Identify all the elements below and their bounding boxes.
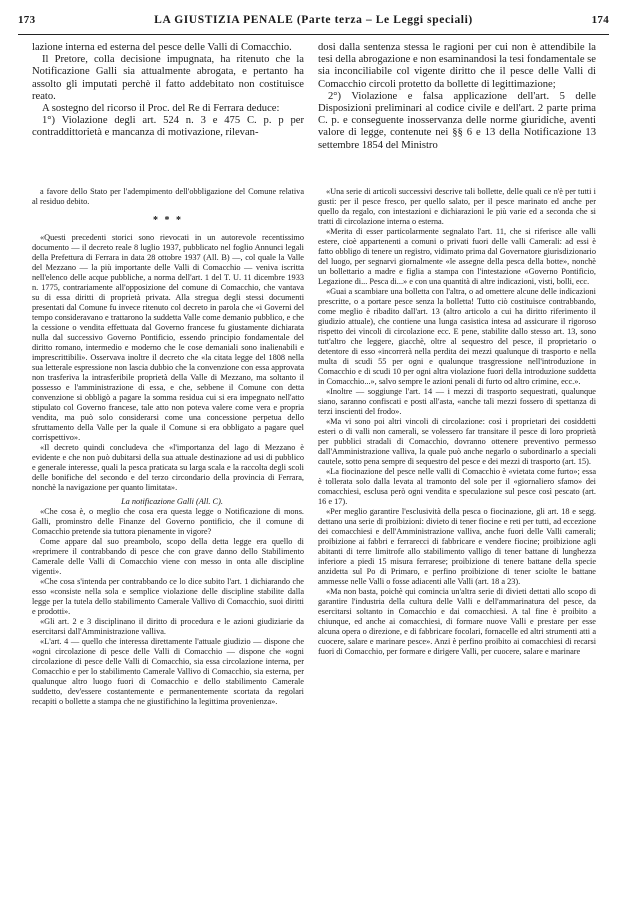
body-paragraph: A sostegno del ricorso il Proc. del Re di Ferrara deduce: <box>42 103 280 115</box>
footnote-paragraph: «Una serie di articoli successivi descrive tali bollette, delle quali ce n'è per tutti i gusti: per il pesce fresco, per quello salato, per il pesce marinato ed anche per quello da regalo, con intestazioni e dichiarazioni le più varie ed a seconda che si tratti di circolazione interna o esterna. <box>318 187 596 226</box>
footnote-paragraph: «Merita di esser particolarmente segnalato l'art. 11, che si riferisce alle valli estere, cioè appartenenti a comuni o privati fuori delle valli Camerali: ad essi è fatto obbligo di tenere un registro, vidimato prima dal Governatore giurisdizionario del luogo, per segnarvi giornalmente «le assegne della pesca della botte», nonchè un bollettario a madre e figlia a stampa con l'intestazione «Governo Pontificio, Legazione di... Pesca di...» e con una quantità di altre indicazioni, visti, bolli, ecc. <box>318 227 596 286</box>
body-paragraph: dosi dalla sentenza stessa le ragioni per cui non è attendibile la tesi della abrogazione e non esaminandosi la tesi fondamentale se sia inconciliabile col vigente diritto che il pesce delle Valli di Comacchio circoli protetto da bollette di legittimazione; <box>318 42 596 90</box>
body-paragraph: 2°) Violazione e falsa applicazione dell'art. 5 delle Disposizioni preliminari al codice civile e dell'art. 2 parte prima C. p. e conseguente inosservanza delle norme giuridiche, aventi valore di legge, contenute nei §§ 6 e 13 della Notificazione 13 settembre 1854 del Ministro <box>318 90 596 151</box>
body-paragraph: Il Pretore, colla decisione impugnata, ha ritenuto che la Notificazione Galli sia attualmente abrogata, e pertanto ha assolto gli imputati perchè il fatto addebitato non costituisce reato. <box>32 54 304 102</box>
footnote-paragraph: «Per meglio garantire l'esclusività della pesca o fiocinazione, gli art. 18 e segg. dettano una serie di proibizioni: divieto di tener fiocine e reti per tutti, ad eccezione dei comacchiesi e dell'Amministrazione valliva, anche fuori delle Valli camerali; proibizione ai fabbri e ferrarecci di fabbricare e vendere fiocine; proibizione agli abitanti di terre limitrofe allo stabilimento valligo di tener battane di lunghezza inferiore a piedi 15 misura ferrarese; proibizione di tenere battane della specie anzidetta sul Po di Primaro, e perfino proibizione di tener sciolte le battane ammesse nelle Valli o fosse adiacenti alle Valli (art. 18 a 23). <box>318 507 596 586</box>
page-number-left: 173 <box>18 14 36 26</box>
running-header <box>18 14 609 32</box>
body-column-right <box>318 42 596 152</box>
footnote-paragraph: «Ma non basta, poichè qui comincia un'altra serie di divieti dettati allo scopo di garantire l'industria della cultura delle Valli e dell'ammarinatura del pesce, da esercitarsi soltanto in Comacchio e dai comacchiesi. A tal fine è proibito a chiunque, ed anche ai comacchiesi, di formare nuove Valli e prestare per esse alcuna opera o direzione, e di fabbricare focolari, fornacelle ed altri strumenti atti a cuocere, salare e marinare pesce». Anzi è perfino proibito ai comacchiesi di recarsi fuori di Comacchio, per formare e dirigere Valli, per cuocere, salare e marinare <box>318 587 596 656</box>
page-number-right: 174 <box>591 14 609 26</box>
footnote-paragraph: «Guai a scambiare una bolletta con l'altra, o ad omettere alcune delle indicazioni prescritte, o a portare pesce senza la bolletta! Tutto ciò costituisce contrabbando, come meglio è ribadito dall'art. 13 (altro articolo a cui ha diritto riferimento il giudizio attuale), che contiene una lunga casistica intesa ad assicurare il rigoroso rispetto dei vincoli di circolazione ecc. E pene, stabilite dallo stesso art. 13, sono tutt'altro che leggere, giacchè, oltre al sequestro del pesce, il proprietario o detentore di esso «incorrerà nella perdita dei mezzi qualunque di trasporto e nella multa di scudi 55 per ogni e qualunque trasgressione nell'introduzione in Comacchio e di scudi 10 per ogni altra violazione fuori della introduzione suddetta in Comacchio...», salvo sempre le azioni penali di furto od altro crimine, ecc.». <box>318 287 596 386</box>
footnote-paragraph: «Questi precedenti storici sono rievocati in un autorevole recentissimo documento — il decreto reale 8 luglio 1937, pubblicato nel foglio Annunci legali della Prefettura di Ferrara in data 28 ottobre 1937 (All. B) —, col quale la Valle del Mezzano — la più importante delle Valli di Comacchio — veniva iscritta nell'elenco delle acque pubbliche, a norma dell'art. 1 del T. U. 11 dicembre 1933 n. 1775, contrariamente all'opposizione del comune di Comacchio, che vantava su di essa diritti di proprietà privata. Alla stregua degli stessi documenti presentati dal Comune fu invece ritenuto col decreto in parola che «i Governi del tempo consideravano e trattarono la suddetta Valle come demanio pubblico, e che la cessione o vendita effettuata dal Governo francese fu giustamente dichiarata nulla dal successivo Governo Pontificio, essendo principio fondamentale del diritto romano, intermedio e moderno che le cose demaniali sono inalienabili e imprescrittibili». Osservava inoltre il decreto che «la citata legge del 1808 nella sua letterale espressione non lascia dubbio che la convenzione con essa approvata non trasferiva la intrasferibile proprietà della Valle di Mezzano, ma soltanto il possesso e l'amministrazione di essa, e che, sebbene il Comune con detta convenzione si obbligò a pagare la somma residua cui si era impegnato nell'atto stipulato col Governo francese, tale atto non poteva valere come vera e propria vendita, ma può solo considerarsi come una concessione perpetua dello sfruttamento della Valle per la quale il Comune si era obbligato a pagare quel corrispettivo». <box>32 233 304 442</box>
footnote-paragraph: «Che cosa è, o meglio che cosa era questa legge o Notificazione di mons. Galli, prominstro delle Finanze del Governo pontificio, che il comune di Comacchio pretende sia tuttora pienamente in vigore? <box>32 507 304 536</box>
footnote-paragraph: a favore dello Stato per l'adempimento dell'obbligazione del Comune relativa al residuo debito. <box>32 187 304 206</box>
footnote-paragraph: «L'art. 4 — quello che interessa direttamente l'attuale giudizio — dispone che «ogni circolazione di pesce delle Valli di Comacchio — dispone che «ogni circolazione di pesce delle Valli di Comacchio, sia essa circolazione interna, per Comacchio e per lo stabilimento Camerale Vallivo di Comacchio, sia esterna, per qualunque altro luogo fuori di Comacchio e dello stabilimento Camerale suddetto, dev'essere costantemente e permanentemente scortata da regolari recapiti o bollette a stampa che ne giustifichino la legittima provenienza». <box>32 637 304 706</box>
body-paragraph: 1°) Violazione degli art. 524 n. 3 e 475 C. p. p per contraddittorietà e mancanza di motivazione, rilevan- <box>32 115 304 139</box>
footnote-paragraph: «Inoltre — soggiunge l'art. 14 — i mezzi di trasporto sequestrati, qualunque siano, saranno confiscati e posti all'asta, «anche tali mezzi fossero di spettanza di terzi inscienti del frodo». <box>318 387 596 416</box>
footnote-paragraph: Come appare dal suo preambolo, scopo della detta legge era quello di «reprimere il contrabbando di pesce che con grave danno dello Stabilimento Camerale delle Valli di Comacchio viene con messo in onta alle discipline vigenti». <box>32 537 304 576</box>
footnote-paragraph: «Che cosa s'intenda per contrabbando ce lo dice subito l'art. 1 dichiarando che esso «consiste nella sola e semplice violazione delle discipline stabilite dalla legge per la tutela dello stabilimento Camerale Vallivo di Comacchio, suoi diritti e prodotti». <box>32 577 304 616</box>
header-rule <box>18 34 609 35</box>
footnote-paragraph: «La fiocinazione del pesce nelle valli di Comacchio è «vietata come furto»; essa è tollerata solo dalla levata al tramonto del sole per il «giornaliero sfamo» dei comacchiesi, esclusa però ogni vendita e speculazione sul pesce così pescato (art. 16 e 17). <box>318 467 596 506</box>
footnote-paragraph: «Il decreto quindi concludeva che «l'importanza del lago di Mezzano è evidente e che non può dubitarsi della sua attuale destinazione ad usi di pubblico e generale interesse, quali la pesca praticata su larga scala e la raccolta degli scoli delle bonifiche del secondo e del terzo circondario della provincia di Ferrara, nonchè la navigazione per quanto limitata». <box>32 443 304 492</box>
footnote-subheading: La notificazione Galli (All. C). <box>121 497 223 506</box>
body-paragraph: lazione interna ed esterna del pesce delle Valli di Comacchio. <box>32 42 292 53</box>
body-column-left <box>32 42 304 140</box>
footnote-column-left <box>32 187 304 707</box>
footnote-column-right <box>318 187 596 657</box>
section-separator: * * * <box>153 215 183 226</box>
footnote-paragraph: «Ma vi sono poi altri vincoli di circolazione: così i proprietari dei cosiddetti esteri o di valli non camerali, se volessero far transitare il pesce di loro proprietà per pubblici stradali di Comacchio, dovranno ottenere preventivo permesso dall'Amministrazione valliva, la quale può anche negarlo o subordinarlo a speciali cautele, sotto pena sempre di sequestro del pesce e dei mezzi di trasporto (art. 15). <box>318 417 596 466</box>
running-title: LA GIUSTIZIA PENALE (Parte terza – Le Leggi speciali) <box>154 14 473 26</box>
footnote-paragraph: «Gli art. 2 e 3 disciplinano il diritto di procedura e le azioni giudiziarie da esercitarsi dall'Amministrazione valliva. <box>32 617 304 636</box>
